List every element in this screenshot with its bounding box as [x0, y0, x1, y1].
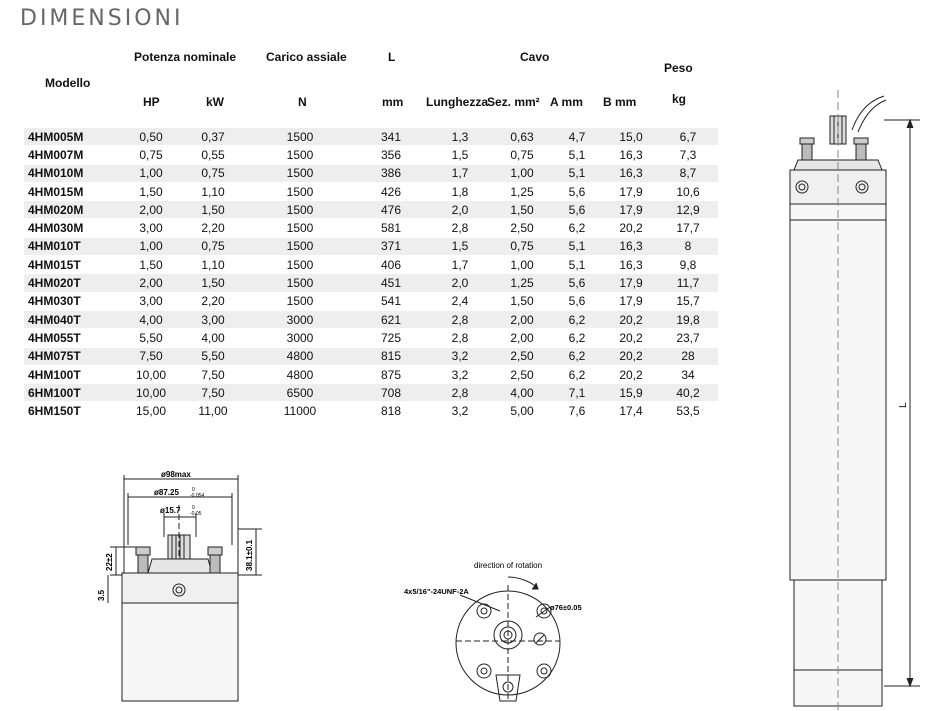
value-cell: 426	[380, 184, 402, 199]
value-cell: 12,9	[658, 201, 718, 218]
value-cell: 5,50	[139, 330, 163, 345]
value-cell: 7,50	[182, 384, 244, 401]
label-h35: 3.5	[97, 589, 106, 601]
value-cell: 40,2	[658, 384, 718, 401]
value-cell: 1,25	[494, 274, 550, 291]
value-cell: 10,00	[135, 367, 167, 382]
header-sez: Sez. mm²	[487, 95, 540, 109]
value-cell: 2,8	[426, 311, 494, 328]
value-cell: 2,4	[451, 294, 469, 309]
header-kw: kW	[206, 95, 224, 109]
value-cell: 8,7	[658, 165, 718, 182]
value-cell: 17,9	[619, 184, 643, 199]
value-cell: 371	[356, 238, 426, 255]
value-cell: 2,00	[120, 274, 182, 291]
value-cell: 17,9	[619, 294, 643, 309]
value-cell: 6,7	[658, 128, 718, 145]
value-cell: 20,2	[604, 348, 658, 365]
value-cell: 15,9	[604, 384, 658, 401]
value-cell: 2,50	[494, 348, 550, 365]
value-cell: 1500	[286, 294, 314, 309]
value-cell: 34	[681, 367, 695, 382]
header-mm: mm	[382, 95, 404, 109]
table-row	[24, 348, 718, 365]
value-cell: 2,20	[201, 221, 225, 236]
value-cell: 356	[380, 147, 402, 162]
model-cell: 4HM007M	[28, 147, 84, 162]
value-cell: 2,00	[510, 330, 534, 345]
value-cell: 1,50	[494, 201, 550, 218]
value-cell: 7,1	[550, 384, 604, 401]
label-d15-tol-top: 0	[192, 505, 195, 511]
value-cell: 0,75	[139, 147, 163, 162]
table-row	[24, 128, 718, 145]
value-cell: 3,00	[139, 294, 163, 309]
value-cell: 875	[380, 367, 402, 382]
model-cell: 4HM010M	[24, 165, 120, 182]
value-cell: 2,8	[451, 330, 469, 345]
value-cell: 4800	[286, 367, 314, 382]
value-cell: 2,00	[494, 311, 550, 328]
value-cell: 1,50	[182, 201, 244, 218]
value-cell: 10,6	[676, 184, 700, 199]
value-cell: 0,75	[494, 238, 550, 255]
header-modello: Modello	[45, 76, 91, 90]
model-cell: 4HM010T	[24, 238, 120, 255]
value-cell: 15,0	[604, 128, 658, 145]
label-d76: ø76±0.05	[550, 603, 582, 612]
value-cell: 2,8	[426, 384, 494, 401]
value-cell: 1,5	[426, 238, 494, 255]
value-cell: 4,7	[550, 128, 604, 145]
value-cell: 406	[380, 257, 402, 272]
value-cell: 3,2	[426, 348, 494, 365]
model-cell: 4HM040T	[24, 311, 120, 328]
table-row	[24, 366, 718, 383]
value-cell: 1,50	[139, 257, 163, 272]
value-cell: 7,3	[679, 147, 697, 162]
value-cell: 3,2	[451, 367, 469, 382]
label-length-l: L	[898, 402, 909, 408]
value-cell: 1500	[244, 128, 356, 145]
value-cell: 11,7	[658, 274, 718, 291]
value-cell: 5,50	[182, 348, 244, 365]
header-kg: kg	[672, 92, 687, 106]
model-cell: 4HM030M	[28, 221, 84, 236]
model-cell: 4HM055T	[28, 330, 81, 345]
model-cell: 4HM100T	[28, 367, 81, 382]
value-cell: 16,3	[619, 257, 643, 272]
value-cell: 1,10	[201, 257, 225, 272]
value-cell: 17,9	[604, 274, 658, 291]
label-d87: ø87.25	[154, 488, 179, 497]
header-peso: Peso	[664, 61, 693, 75]
motor-top-view-drawing	[400, 555, 600, 705]
value-cell: 1,00	[494, 165, 550, 182]
value-cell: 4,00	[494, 384, 550, 401]
value-cell: 17,4	[619, 404, 643, 419]
header-carico: Carico assiale	[266, 50, 347, 64]
value-cell: 16,3	[604, 165, 658, 182]
value-cell: 5,1	[568, 257, 586, 272]
value-cell: 28	[658, 348, 718, 365]
value-cell: 5,6	[568, 184, 586, 199]
table-row	[24, 329, 718, 346]
motor-full-drawing	[780, 90, 930, 711]
value-cell: 1,50	[139, 184, 163, 199]
header-cavo: Cavo	[520, 50, 550, 64]
label-d87-tol-bot: -0.054	[190, 493, 205, 499]
value-cell: 7,50	[120, 348, 182, 365]
value-cell: 1500	[286, 184, 314, 199]
value-cell: 5,1	[568, 147, 586, 162]
model-cell: 4HM005M	[24, 128, 120, 145]
value-cell: 1,00	[510, 257, 534, 272]
value-cell: 10,00	[120, 384, 182, 401]
value-cell: 5,1	[550, 165, 604, 182]
value-cell: 1500	[244, 238, 356, 255]
value-cell: 6,2	[550, 348, 604, 365]
value-cell: 0,63	[494, 128, 550, 145]
value-cell: 3,00	[139, 221, 163, 236]
header-n: N	[298, 95, 307, 109]
value-cell: 17,9	[604, 201, 658, 218]
value-cell: 0,75	[182, 238, 244, 255]
value-cell: 16,3	[604, 238, 658, 255]
value-cell: 53,5	[676, 404, 700, 419]
model-cell: 4HM020M	[24, 201, 120, 218]
value-cell: 2,50	[510, 221, 534, 236]
value-cell: 5,00	[510, 404, 534, 419]
value-cell: 0,75	[510, 147, 534, 162]
label-d15: ø15.7	[160, 506, 181, 515]
value-cell: 2,8	[451, 221, 469, 236]
value-cell: 3,00	[182, 311, 244, 328]
table-row	[24, 402, 718, 419]
model-cell: 4HM015M	[28, 184, 84, 199]
label-rotation: direction of rotation	[474, 561, 543, 570]
value-cell: 2,20	[201, 294, 225, 309]
label-d98: ø98max	[161, 470, 191, 479]
table-row	[24, 384, 718, 401]
value-cell: 6,2	[550, 311, 604, 328]
table-row	[24, 165, 718, 182]
value-cell: 6,2	[568, 330, 586, 345]
value-cell: 20,2	[619, 367, 643, 382]
table-row	[24, 293, 718, 310]
dimensions-table	[24, 127, 718, 421]
value-cell: 6500	[244, 384, 356, 401]
value-cell: 1,25	[510, 184, 534, 199]
value-cell: 1,7	[426, 165, 494, 182]
table-row	[24, 201, 718, 218]
label-d87-tol-top: 0	[192, 487, 195, 493]
value-cell: 11000	[283, 404, 317, 419]
page-title: DIMENSIONI	[20, 6, 184, 31]
header-b-mm: B mm	[603, 95, 637, 109]
value-cell: 1,3	[426, 128, 494, 145]
value-cell: 451	[356, 274, 426, 291]
value-cell: 581	[380, 221, 402, 236]
value-cell: 5,6	[550, 274, 604, 291]
model-cell: 6HM150T	[28, 404, 81, 419]
table-row	[24, 256, 718, 273]
value-cell: 1,10	[201, 184, 225, 199]
label-d15-tol-bot: -0.05	[190, 511, 202, 517]
model-cell: 6HM100T	[24, 384, 120, 401]
model-cell: 4HM015T	[28, 257, 81, 272]
value-cell: 815	[356, 348, 426, 365]
value-cell: 1,50	[510, 294, 534, 309]
value-cell: 1500	[286, 221, 314, 236]
value-cell: 4,00	[201, 330, 225, 345]
value-cell: 3,2	[451, 404, 469, 419]
value-cell: 1500	[244, 274, 356, 291]
table-row	[24, 311, 718, 328]
model-cell: 4HM020T	[24, 274, 120, 291]
value-cell: 1,00	[120, 238, 182, 255]
value-cell: 3000	[244, 311, 356, 328]
value-cell: 1500	[286, 257, 314, 272]
value-cell: 6,2	[568, 221, 586, 236]
value-cell: 23,7	[676, 330, 700, 345]
value-cell: 708	[356, 384, 426, 401]
value-cell: 0,55	[201, 147, 225, 162]
table-row	[24, 219, 718, 236]
value-cell: 20,2	[619, 330, 643, 345]
value-cell: 17,7	[676, 221, 700, 236]
header-a-mm: A mm	[550, 95, 583, 109]
value-cell: 341	[356, 128, 426, 145]
value-cell: 1,50	[182, 274, 244, 291]
value-cell: 20,2	[604, 311, 658, 328]
value-cell: 4,00	[120, 311, 182, 328]
value-cell: 5,6	[568, 294, 586, 309]
header-hp: HP	[143, 95, 160, 109]
value-cell: 16,3	[619, 147, 643, 162]
value-cell: 2,0	[426, 274, 494, 291]
value-cell: 15,00	[135, 404, 167, 419]
value-cell: 7,50	[201, 367, 225, 382]
value-cell: 1500	[244, 165, 356, 182]
table-row	[24, 183, 718, 200]
value-cell: 1,5	[451, 147, 469, 162]
model-cell: 4HM075T	[24, 348, 120, 365]
value-cell: 5,6	[550, 201, 604, 218]
header-potenza: Potenza nominale	[134, 50, 237, 64]
value-cell: 4800	[244, 348, 356, 365]
table-row	[24, 146, 718, 163]
value-cell: 0,37	[182, 128, 244, 145]
value-cell: 1,7	[451, 257, 469, 272]
value-cell: 5,1	[550, 238, 604, 255]
motor-top-side-drawing	[80, 465, 280, 711]
value-cell: 386	[356, 165, 426, 182]
value-cell: 1500	[286, 147, 314, 162]
value-cell: 541	[380, 294, 402, 309]
value-cell: 6,2	[568, 367, 586, 382]
value-cell: 1500	[244, 201, 356, 218]
value-cell: 3000	[286, 330, 314, 345]
value-cell: 725	[380, 330, 402, 345]
table-row	[24, 238, 718, 255]
label-thread: 4x5/16"-24UNF-2A	[404, 587, 469, 596]
label-h22: 22±2	[105, 553, 114, 571]
value-cell: 0,50	[120, 128, 182, 145]
value-cell: 2,0	[426, 201, 494, 218]
table-row	[24, 274, 718, 291]
value-cell: 818	[380, 404, 402, 419]
value-cell: 20,2	[619, 221, 643, 236]
label-h38: 38.1±0.1	[245, 539, 254, 571]
value-cell: 8	[658, 238, 718, 255]
value-cell: 15,7	[676, 294, 700, 309]
value-cell: 1,00	[120, 165, 182, 182]
value-cell: 11,00	[198, 404, 228, 419]
value-cell: 9,8	[679, 257, 697, 272]
header-lunghezza: Lunghezza	[426, 95, 488, 109]
value-cell: 7,6	[568, 404, 586, 419]
header-l: L	[388, 50, 396, 64]
value-cell: 0,75	[182, 165, 244, 182]
value-cell: 621	[356, 311, 426, 328]
value-cell: 2,00	[120, 201, 182, 218]
value-cell: 1,8	[451, 184, 469, 199]
value-cell: 2,50	[510, 367, 534, 382]
value-cell: 476	[356, 201, 426, 218]
model-cell: 4HM030T	[28, 294, 81, 309]
value-cell: 19,8	[658, 311, 718, 328]
